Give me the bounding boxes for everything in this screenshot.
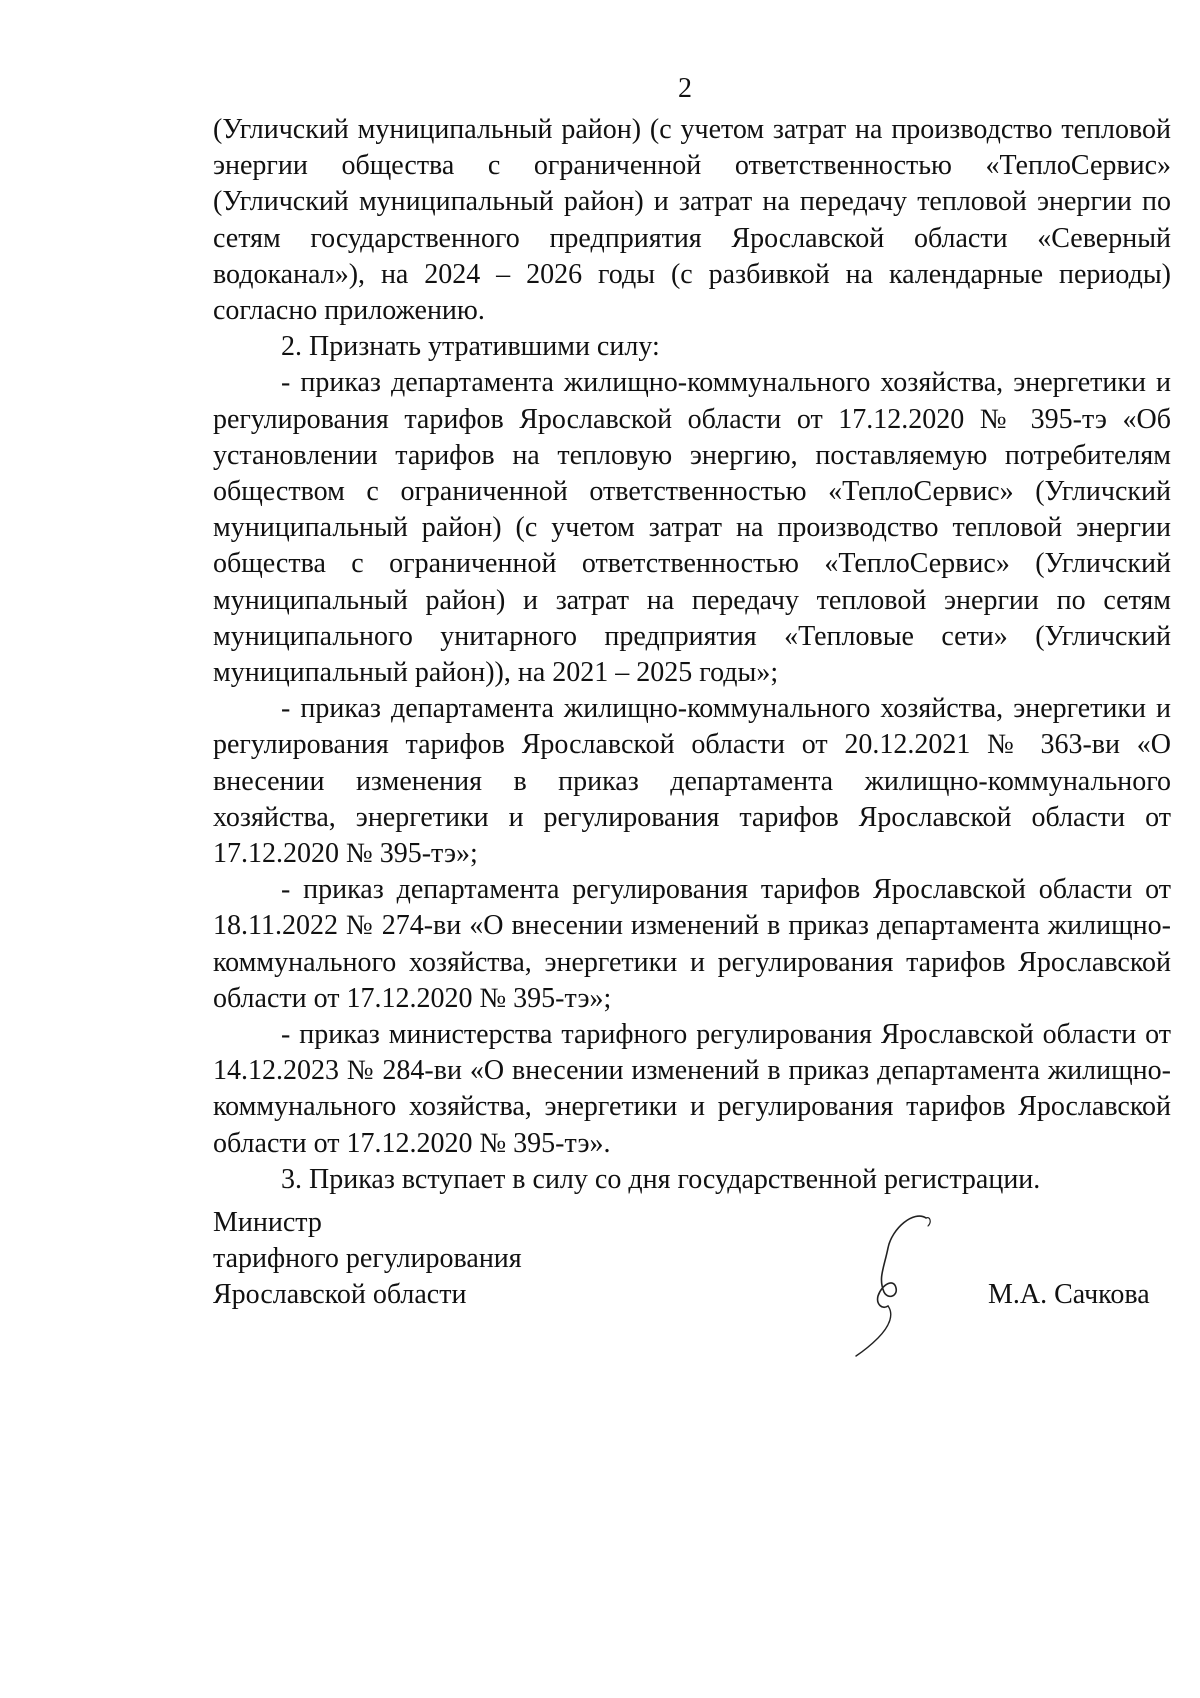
paragraph-item-2: 2. Признать утратившими силу:: [281, 331, 660, 363]
position-line: Ярославской области: [213, 1279, 467, 1310]
paragraph-repealed-order-3: - приказ департамента регулирования тарифов Ярославской области от 18.11.2022 № 274-ви «О внесении изменений в приказ департамента жилищно-коммунального хозяйства, энергетики и регулирования тарифов Ярославской области от 17.12.2020 № 395-тэ»;: [213, 874, 1171, 1014]
paragraph-item-3: 3. Приказ вступает в силу со дня государственной регистрации.: [281, 1163, 1041, 1195]
position-line: тарифного регулирования: [213, 1243, 522, 1274]
handwritten-signature: [848, 1200, 958, 1360]
position-line: Министр: [213, 1207, 322, 1238]
signatory-position: [213, 1205, 522, 1313]
document-body: [213, 112, 1171, 1198]
paragraph-repealed-order-4: - приказ министерства тарифного регулирования Ярославской области от 14.12.2023 № 284-ви «О внесении изменений в приказ департамента жилищно-коммунального хозяйства, энергетики и регулирования тарифов Ярославской области от 17.12.2020 № 395-тэ».: [213, 1019, 1171, 1159]
page-number: 2: [678, 73, 692, 104]
paragraph-repealed-order-2: - приказ департамента жилищно-коммунального хозяйства, энергетики и регулирования тарифов Ярославской области от 20.12.2021 № 363-ви «О внесении изменения в приказ департамента жилищно-коммунального хозяйства, энергетики и регулирования тарифов Ярославской области от 17.12.2020 № 395-тэ»;: [213, 693, 1171, 870]
signatory-name: М.А. Сачкова: [988, 1279, 1150, 1310]
paragraph-repealed-order-1: - приказ департамента жилищно-коммунального хозяйства, энергетики и регулирования тарифов Ярославской области от 17.12.2020 № 395-тэ «Об установлении тарифов на тепловую энергию, поставляемую потребителям обществом с ограниченной ответственностью «ТеплоСервис» (Угличский муниципальный район) (с учетом затрат на производство тепловой энергии общества с ограниченной ответственностью «ТеплоСервис» (Угличский муниципальный район) и затрат на передачу тепловой энергии по сетям муниципального унитарного предприятия «Тепловые сети» (Угличский муниципальный район)), на 2021 – 2025 годы»;: [213, 367, 1171, 689]
paragraph-continuation: (Угличский муниципальный район) (с учетом затрат на производство тепловой энергии общества с ограниченной ответственностью «ТеплоСервис» (Угличский муниципальный район) и затрат на передачу тепловой энергии по сетям государственного предприятия Ярославской области «Северный водоканал»), на 2024 – 2026 годы (с разбивкой на календарные периоды) согласно приложению.: [213, 114, 1171, 327]
